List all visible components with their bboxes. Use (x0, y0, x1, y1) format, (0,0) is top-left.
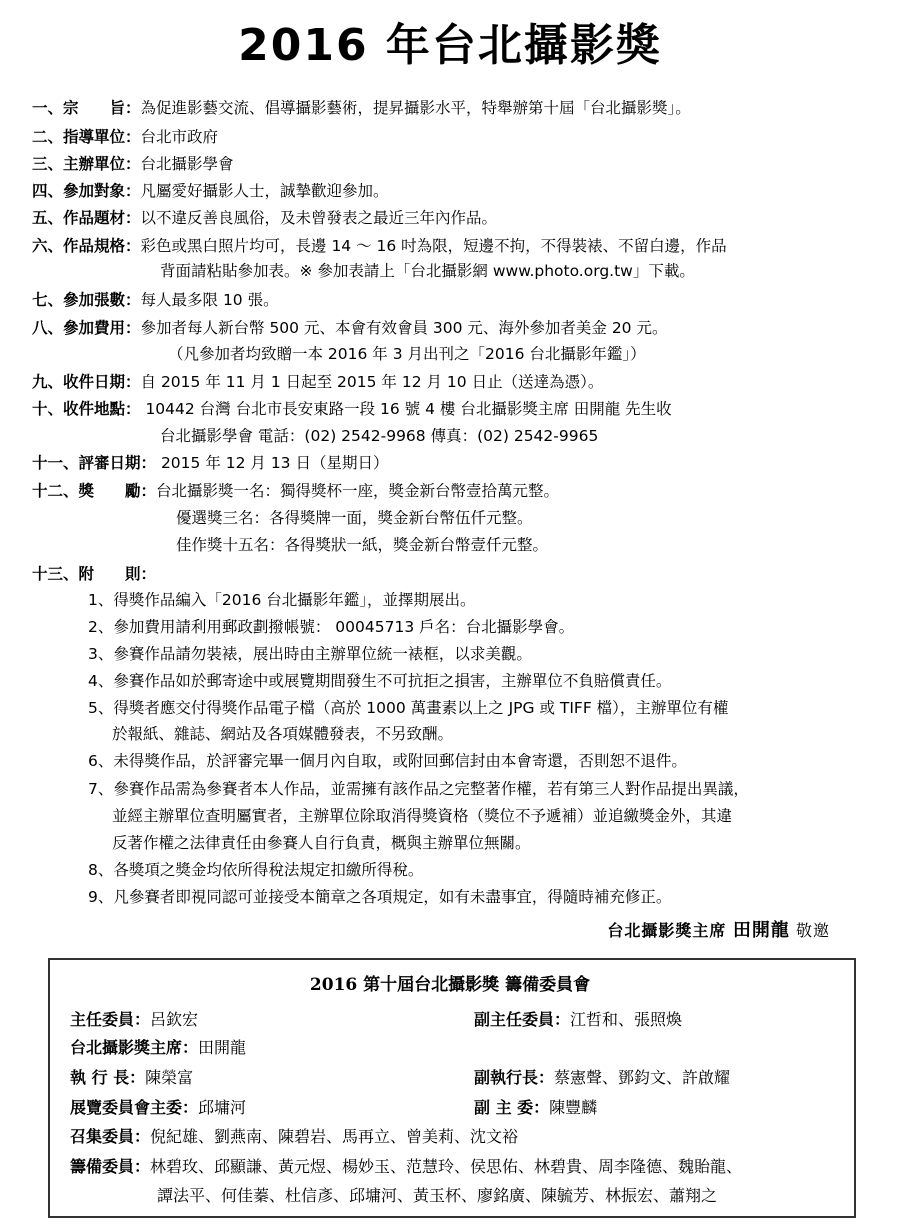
item-label: 二、指導單位： (32, 128, 141, 146)
committee-row (474, 1066, 730, 1090)
rule-item: 2、參加費用請利用郵政劃撥帳號： 00045713 戶名：台北攝影學會。 (88, 618, 575, 636)
award-merit: 優選獎三名：各得獎牌一面，獎金新台幣伍仟元整。 (176, 509, 533, 527)
item-text: 參加者每人新台幣 500 元、本會有效會員 300 元、海外參加者美金 20 元。 (140, 319, 668, 337)
rule-item: 6、未得獎作品，於評審完畢一個月內自取，或附回郵信封由本會寄還，否則恕不退件。 (88, 752, 687, 770)
committee-row (70, 1155, 742, 1179)
signature-prefix: 台北攝影獎主席 (607, 921, 733, 940)
rule-item: 1、得獎作品編入「2016 台北攝影年鑑」，並擇期展出。 (88, 591, 476, 609)
signature-name: 田開龍 (732, 920, 790, 941)
item-label: 五、作品題材： (32, 209, 141, 227)
committee-value: 倪紀雄、劉燕南、陳碧岩、馬再立、曾美莉、沈文裕 (150, 1127, 519, 1146)
item-text: 彩色或黑白照片均可，長邊 14 ～ 16 吋為限，短邊不拘，不得裝裱、不留白邊，作品 (140, 237, 727, 255)
committee-row (70, 1036, 246, 1060)
rule-item: 4、參賽作品如於郵寄途中或展覽期間發生不可抗拒之損害，主辦單位不負賠償責任。 (88, 672, 672, 690)
item-text: 台北攝影學會 (140, 155, 234, 173)
committee-row-continued (157, 1184, 717, 1208)
item-text: 2015 年 12 月 13 日（星期日） (156, 454, 389, 472)
committee-value: 譚法平、何佳蓁、杜信彥、邱墉河、黃玉杯、廖銘廣、陳毓芳、林振宏、蕭翔之 (157, 1186, 718, 1205)
committee-row (70, 1008, 198, 1032)
item-text: 每人最多限 10 張。 (140, 291, 279, 309)
signature-suffix: 敬邀 (789, 921, 830, 940)
item-label: 三、主辦單位： (32, 155, 141, 173)
item-fee (32, 316, 667, 340)
item-label: 七、參加張數： (32, 291, 141, 309)
committee-label: 籌備委員： (70, 1157, 151, 1176)
item-label: 十一、評審日期： (32, 454, 157, 472)
committee-row (70, 1125, 518, 1149)
item-awards (32, 479, 559, 503)
item-fee-continued: （凡參加者均致贈一本 2016 年 3 月出刊之「2016 台北攝影年鑑」） (168, 345, 646, 363)
item-label: 四、參加對象： (32, 182, 141, 200)
committee-row (70, 1066, 193, 1090)
rule-item-continued: 反著作權之法律責任由參賽人自行負責，概與主辦單位無關。 (112, 834, 531, 852)
item-purpose (32, 96, 691, 120)
item-label: 十二、獎 勵： (32, 482, 157, 500)
item-judging-date (32, 451, 388, 475)
item-spec (32, 234, 727, 258)
committee-value: 江哲和、張照煥 (570, 1010, 683, 1029)
committee-label: 台北攝影獎主席： (70, 1038, 199, 1057)
committee-value: 蔡憲聲、鄧鈞文、許啟耀 (554, 1068, 731, 1087)
item-text: 台北市政府 (140, 128, 219, 146)
award-honorable: 佳作獎十五名：各得獎狀一紙，獎金新台幣壹仟元整。 (176, 536, 549, 554)
rule-item: 5、得獎者應交付得獎作品電子檔（高於 1000 萬畫素以上之 JPG 或 TIFF 檔），主辦單位有權 (88, 699, 729, 717)
item-text: 凡屬愛好攝影人士，誠摯歡迎參加。 (140, 182, 389, 200)
item-address-continued: 台北攝影學會 電話：(02) 2542-9968 傳真：(02) 2542-9965 (160, 427, 599, 445)
item-organizer (32, 152, 234, 176)
item-label: 十、收件地點： (32, 400, 141, 418)
committee-row (70, 1096, 246, 1120)
committee-value: 陳榮富 (145, 1068, 194, 1087)
item-supervisor (32, 125, 218, 149)
committee-label: 召集委員： (70, 1127, 151, 1146)
committee-row (474, 1096, 597, 1120)
committee-title: 2016 第十屆台北攝影獎 籌備委員會 (309, 975, 591, 995)
item-text: 為促進影藝交流、倡導攝影藝術，提昇攝影水平，特舉辦第十屆「台北攝影獎」。 (140, 99, 691, 117)
rule-item: 3、參賽作品請勿裝裱，展出時由主辦單位統一裱框，以求美觀。 (88, 645, 532, 663)
committee-label: 執 行 長： (70, 1068, 146, 1087)
rule-item: 9、凡參賽者即視同認可並接受本簡章之各項規定，如有未盡事宜，得隨時補充修正。 (88, 888, 672, 906)
committee-row (474, 1008, 682, 1032)
item-text: 以不違反善良風俗，及未曾發表之最近三年內作品。 (140, 209, 498, 227)
item-text: 台北攝影獎一名：獨得獎杯一座，獎金新台幣壹拾萬元整。 (156, 482, 560, 500)
committee-value: 呂欽宏 (150, 1010, 199, 1029)
item-text: 自 2015 年 11 月 1 日起至 2015 年 12 月 10 日止（送達為憑）。 (140, 373, 604, 391)
rule-item: 8、各獎項之獎金均依所得稅法規定扣繳所得稅。 (88, 861, 424, 879)
committee-label: 主任委員： (70, 1010, 151, 1029)
committee-label: 副執行長： (474, 1068, 555, 1087)
item-label: 十三、附 則： (32, 565, 157, 583)
item-label: 一、宗 旨： (32, 99, 141, 117)
item-label: 六、作品規格： (32, 237, 141, 255)
committee-value: 陳豐麟 (549, 1098, 598, 1117)
item-spec-continued: 背面請粘貼參加表。※ 參加表請上「台北攝影網 www.photo.org.tw」下載。 (160, 262, 695, 280)
item-receiving-date (32, 370, 603, 394)
committee-value: 林碧玫、邱顯謙、黃元煜、楊妙玉、范慧玲、侯思佑、林碧貴、周李隆德、魏貽龍、 (150, 1157, 743, 1176)
rule-item-continued: 於報紙、雜誌、網站及各項媒體發表，不另致酬。 (112, 725, 454, 743)
item-text: 10442 台灣 台北市長安東路一段 16 號 4 樓 台北攝影獎主席 田開龍 先生收 (140, 400, 672, 418)
item-subject (32, 206, 497, 230)
item-quantity (32, 288, 279, 312)
item-eligibility (32, 179, 389, 203)
signature (607, 916, 830, 942)
rule-item: 7、參賽作品需為參賽者本人作品，並需擁有該作品之完整著作權，若有第三人對作品提出異議， (88, 780, 749, 798)
committee-value: 邱墉河 (198, 1098, 247, 1117)
item-receiving-address (32, 397, 672, 421)
item-rules (32, 562, 156, 586)
item-label: 八、參加費用： (32, 319, 141, 337)
committee-label: 展覽委員會主委： (70, 1098, 199, 1117)
page-title: 2016 年台北攝影獎 (238, 20, 662, 71)
item-label: 九、收件日期： (32, 373, 141, 391)
committee-label: 副 主 委： (474, 1098, 550, 1117)
rule-item-continued: 並經主辦單位查明屬實者，主辦單位除取消得獎資格（獎位不予遞補）並追繳獎金外，其違 (112, 807, 733, 825)
committee-value: 田開龍 (198, 1038, 247, 1057)
committee-label: 副主任委員： (474, 1010, 571, 1029)
